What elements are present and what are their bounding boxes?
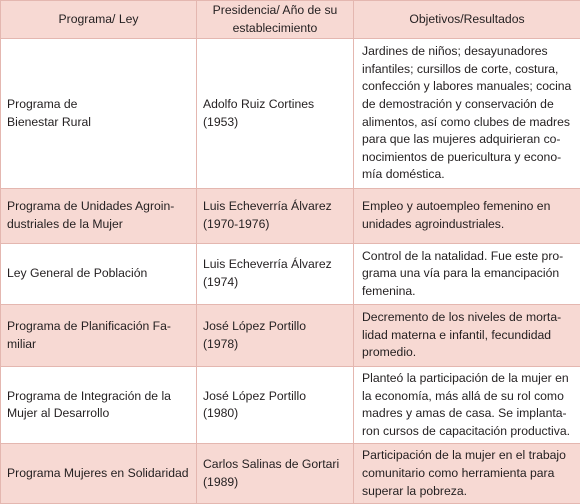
header-programa: Programa/ Ley xyxy=(1,1,197,39)
programa-cell: Ley General de Población xyxy=(1,244,197,305)
objetivos-cell: Planteó la participación de la mujer en la economía, más allá de su rol como madres y amas de casa. Se implanta- ron cursos de capacitación productiva. xyxy=(354,367,580,444)
presidencia-cell: Luis Echeverría Álvarez (1974) xyxy=(197,244,354,305)
programa-cell: Programa de Planificación Fa- miliar xyxy=(1,305,197,367)
table-row xyxy=(1,189,580,244)
table-row xyxy=(1,244,580,305)
programa-cell: Programa de Unidades Agroin- dustriales de la Mujer xyxy=(1,189,197,244)
programa-cell: Programa Mujeres en Solidaridad xyxy=(1,444,197,504)
objetivos-cell: Control de la natalidad. Fue este pro- grama una vía para la emancipación femenina. xyxy=(354,244,580,305)
objetivos-cell: Decremento de los niveles de morta- lidad materna e infantil, fecundidad promedio. xyxy=(354,305,580,367)
presidencia-cell: José López Portillo (1978) xyxy=(197,305,354,367)
table-row xyxy=(1,305,580,367)
programa-cell: Programa de Bienestar Rural xyxy=(1,39,197,189)
objetivos-cell: Participación de la mujer en el trabajo comunitario como herramienta para superar la pobreza. xyxy=(354,444,580,504)
programa-cell: Programa de Integración de la Mujer al Desarrollo xyxy=(1,367,197,444)
table-header-row xyxy=(1,1,580,39)
presidencia-cell: Luis Echeverría Álvarez (1970-1976) xyxy=(197,189,354,244)
header-presidencia: Presidencia/ Año de su establecimiento xyxy=(197,1,354,39)
table-row xyxy=(1,39,580,189)
presidencia-cell: Adolfo Ruiz Cortines (1953) xyxy=(197,39,354,189)
objetivos-cell: Empleo y autoempleo femenino en unidades agroindustriales. xyxy=(354,189,580,244)
header-objetivos: Objetivos/Resultados xyxy=(354,1,580,39)
table-row xyxy=(1,444,580,504)
presidencia-cell: Carlos Salinas de Gortari (1989) xyxy=(197,444,354,504)
objetivos-cell: Jardines de niños; desayunadores infantiles; cursillos de corte, costura, confección y labores manuales; cocina de demostración y conservación de alimentos, así como clubes de madres para que las mujeres adquirieran co- nocimientos de puericultura y econo- mía doméstica. xyxy=(354,39,580,189)
table-row xyxy=(1,367,580,444)
presidencia-cell: José López Portillo (1980) xyxy=(197,367,354,444)
